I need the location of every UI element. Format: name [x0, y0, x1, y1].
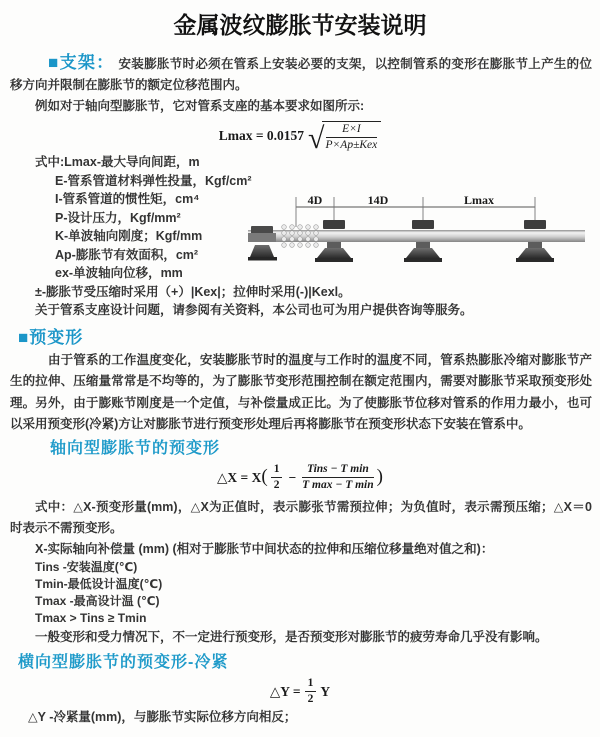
dimension-label-4d: 4D: [307, 194, 323, 207]
definition-item: K-单波轴向刚度；Kgf/mm: [55, 229, 203, 243]
dimension-labels: [308, 194, 494, 207]
formula-axial-lhs: △X = X: [217, 469, 262, 485]
support-intro-paragraph: [0, 52, 600, 96]
definition-item: ex-单波轴向位移，mm: [55, 266, 183, 280]
minus-operator: −: [288, 469, 297, 485]
formula-lmax: [0, 121, 600, 155]
formula-axial-preset: [0, 461, 600, 495]
axial-subsection-heading: 轴向型膨胀节的预变形: [50, 439, 221, 457]
definition-item: E-管系管道材料弹性投量，Kgf/cm²: [55, 173, 252, 188]
definition-item: Ap-膨胀节有效面积，cm²: [55, 247, 199, 262]
formula-lateral-preset: [0, 678, 600, 706]
dimension-label-lmax: Lmax: [464, 194, 494, 207]
formula-lmax-lhs: Lmax = 0.0157: [218, 128, 305, 143]
preset-section-heading: ■预变形: [18, 327, 84, 347]
variable-item: X-实际轴向补偿量 (mm) (相对于膨胀节中间状态的拉伸和压缩位移量绝对值之和)：: [35, 541, 494, 556]
pipe-support-diagram: [248, 194, 585, 269]
support-intro-text: 安装膨胀节时必须在管系上安装必要的支架，以控制管系的变形在膨胀节上产生的位移方向并限制在膨胀节的额定位移范围内。: [10, 57, 592, 92]
definition-item: 式中:Lmax-最大导向间距，m: [35, 155, 200, 169]
support-section-heading: ■支架：: [48, 53, 115, 72]
variable-item: Tins -安装温度(℃): [35, 559, 138, 574]
fraction-temperature: $\frac{\text{Tins − T min}}{\text{T max − T min}}$: [302, 463, 374, 491]
lateral-subsection-heading: 横向型膨胀节的预变形-冷紧: [18, 653, 229, 671]
fraction-half: $\frac{1}{2}$: [305, 677, 317, 706]
axial-variable-list: [0, 539, 600, 627]
variable-item: Tmin-最低设计温度(℃): [35, 576, 163, 591]
page-title: 金属波纹膨胀节安装说明: [173, 12, 427, 38]
open-paren: (: [261, 465, 268, 487]
definition-item: 关于管系支座设计问题，请参阅有关资料，本公司也可为用户提供咨询等服务。: [35, 303, 473, 317]
support-example-line: 例如对于轴向型膨胀节，它对管系支座的基本要求如图所示:: [35, 99, 365, 113]
formula-lateral-lhs: △Y =: [269, 683, 301, 699]
sqrt-icon: √: [308, 122, 325, 155]
formula-lateral-rhs: Y: [320, 683, 331, 699]
close-paren: ): [376, 465, 383, 487]
lateral-note-line: △Y -冷紧量(mm)，与膨胀节实际位移方向相反；: [28, 709, 297, 724]
fraction-half: $\frac{1}{2}$: [271, 463, 283, 492]
definition-item: P-设计压力，Kgf/mm²: [55, 210, 181, 225]
preset-body-paragraph: 由于管系的工作温度变化，安装膨胀节时的温度与工作时的温度不同，管系热膨胀冷缩对膨胀节产生的拉伸、压缩量常常是不均等的，为了膨胀节变形范围控制在额定范围内，需要对膨胀节采取预变形处理。另外，由于膨账节刚度是一个定值，与补偿量成正比。为了使膨胀节位移对管系的作用力最小，也可以采用预变形(冷紧)方让对膨胀节进行预变形处理后再将膨胀节在预变形状态下安装在管系中。: [10, 352, 592, 431]
definition-item: I-管系管道的惯性矩，cm⁴: [55, 192, 200, 206]
axial-explain-paragraph: 式中：△X-预变形量(mm)，△X为正值时，表示膨张节需预拉伸；为负值时，表示需预压缩；△X＝0时表示不需预变形。: [10, 499, 592, 535]
anchor-support: [248, 226, 277, 261]
variable-item: Tmax -最高设计温 (℃): [35, 593, 160, 608]
axial-note-line: 一般变形和受力情况下，不一定进行预变形，是否预变形对膨胀节的疲劳寿命几乎没有影响。: [35, 629, 548, 644]
formula-lmax-denominator: P×Ap±Kex: [325, 138, 378, 151]
formula-lmax-numerator: E×I: [326, 123, 378, 138]
dimension-label-14d: 14D: [367, 194, 389, 207]
definition-item: ±-膨胀节受压缩时采用（+）|Kex|；拉伸时采用(-)|Kexl。: [35, 284, 351, 299]
variable-item: Tmax > Tins ≥ Tmin: [35, 610, 147, 625]
formula-lmax-radicand: [322, 121, 382, 152]
